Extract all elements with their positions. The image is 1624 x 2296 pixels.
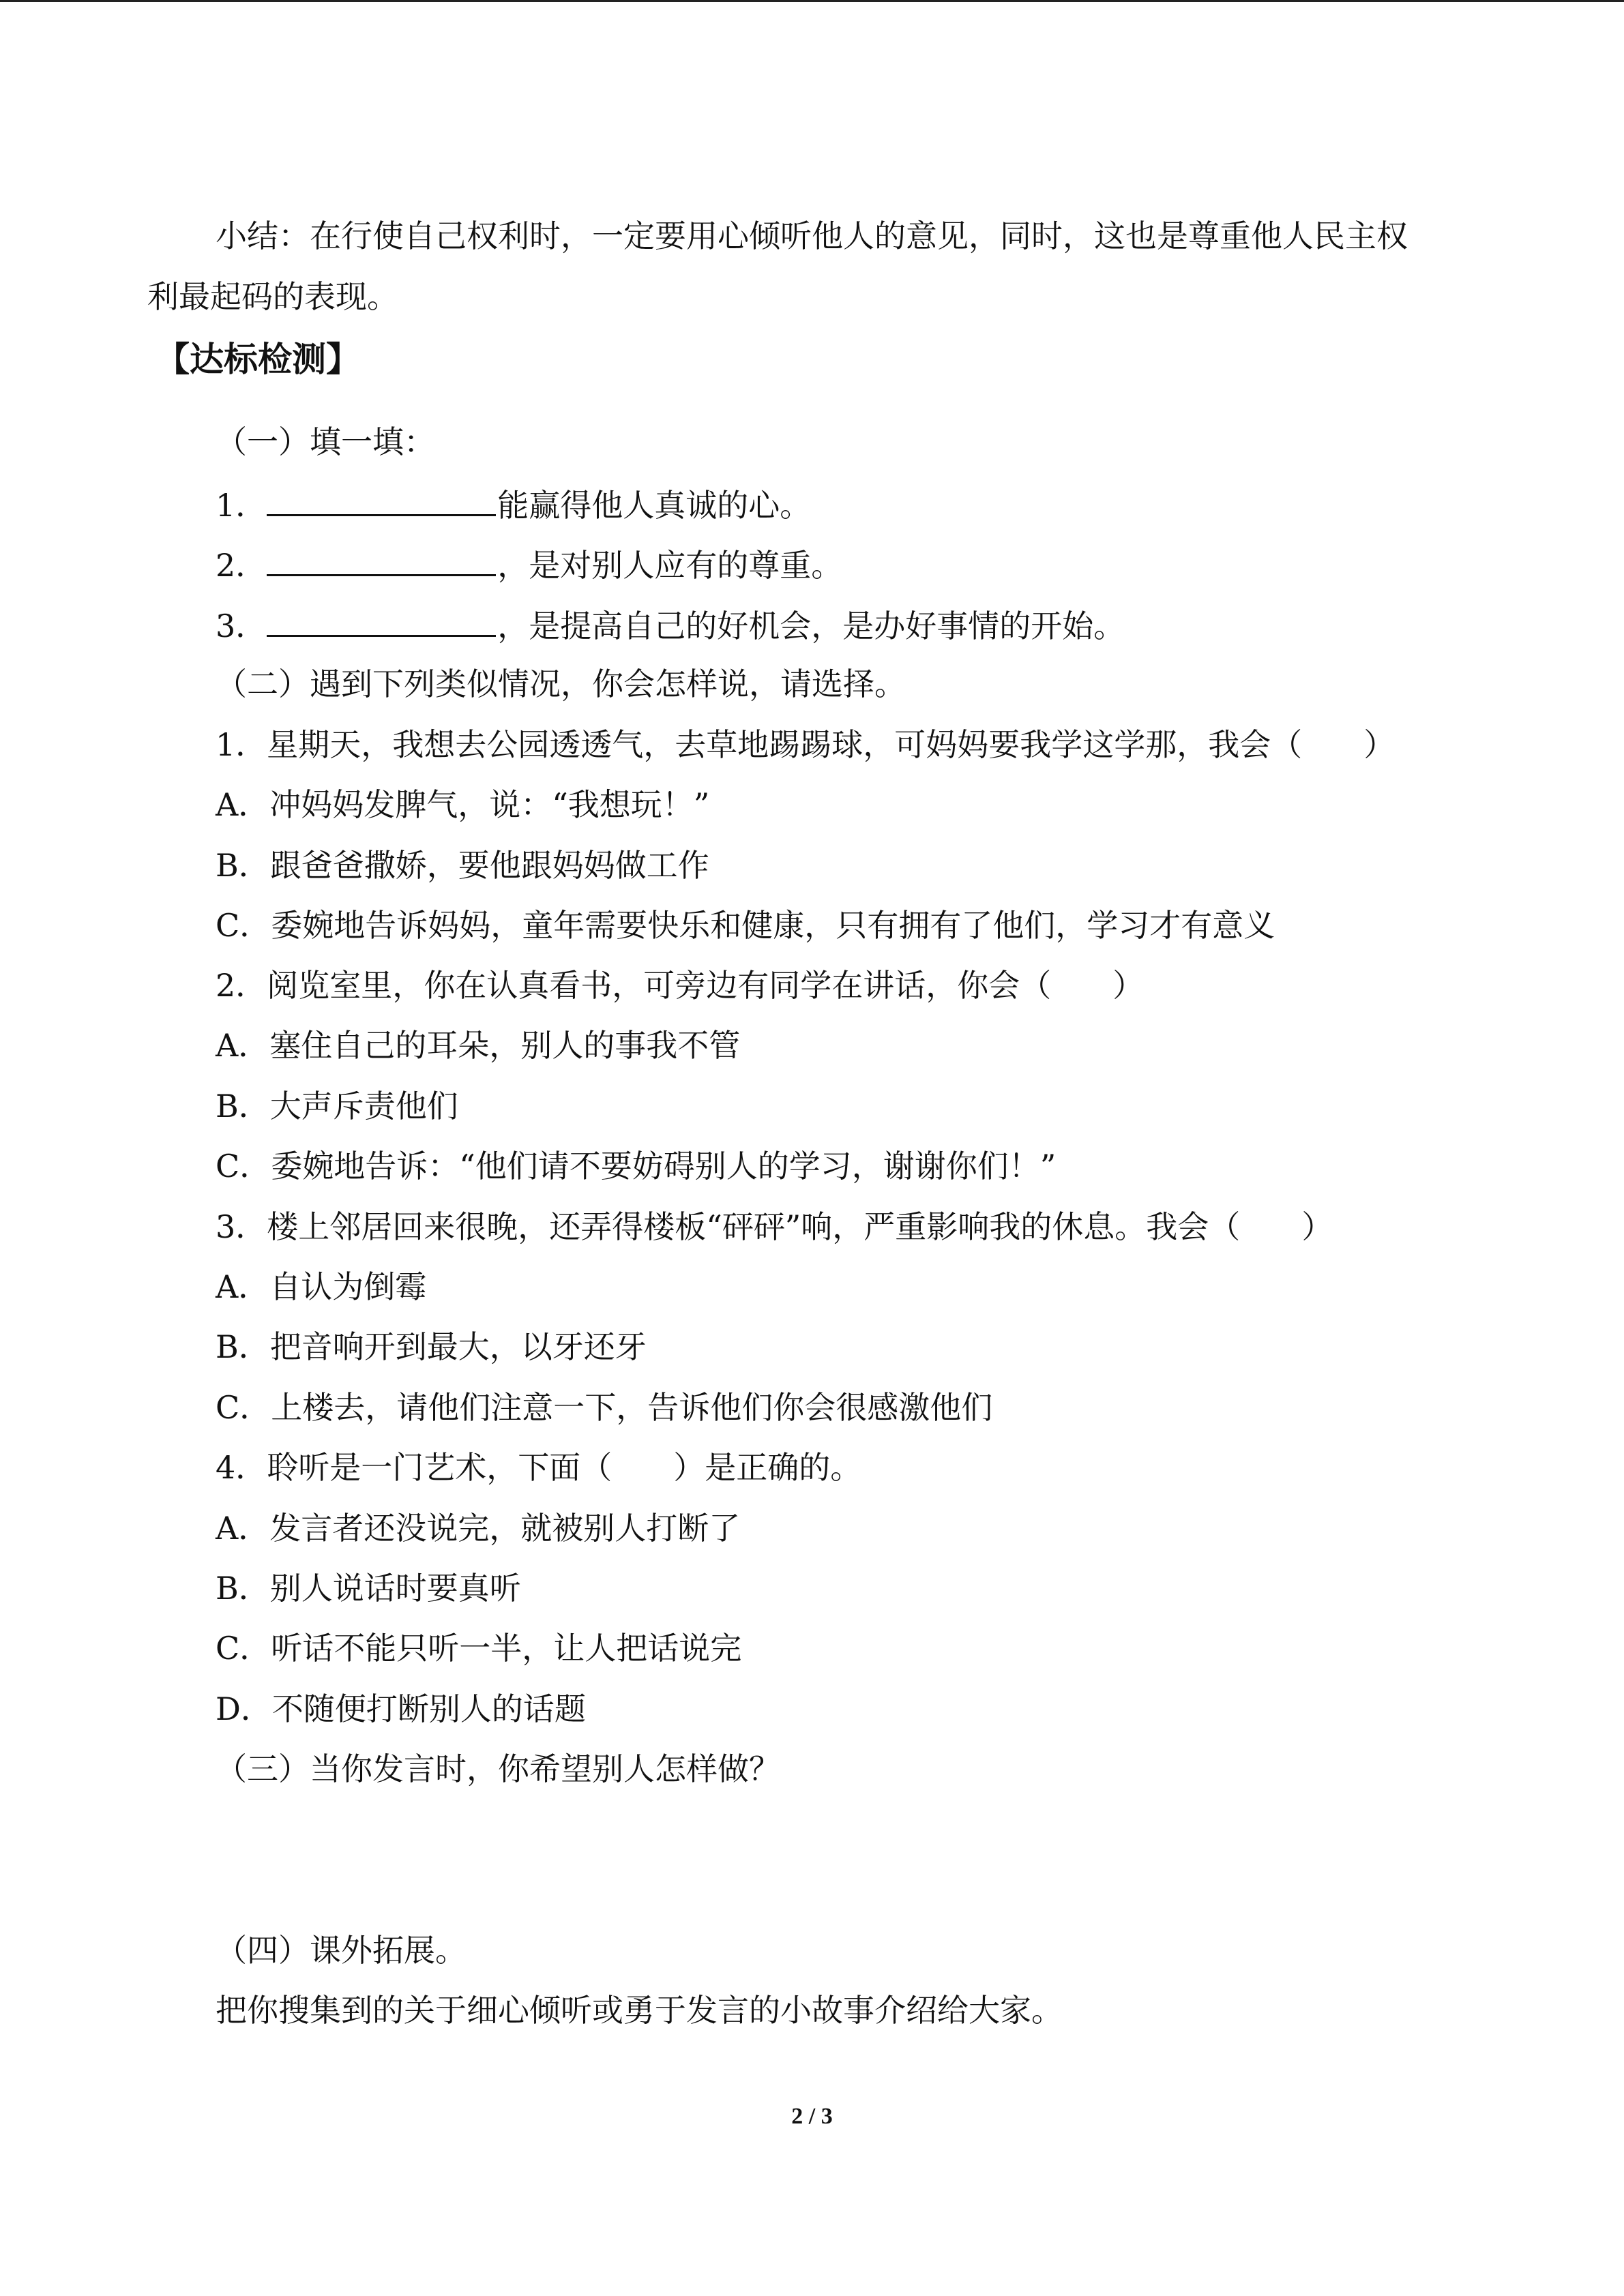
q4-option-d: D．不随便打断别人的话题 bbox=[216, 1690, 586, 1727]
extension-title: （四）课外拓展。 bbox=[216, 1932, 467, 1969]
q1-option-b: B．跟爸爸撒娇，要他跟妈妈做工作 bbox=[216, 847, 709, 884]
q1-option-c: C．委婉地告诉妈妈，童年需要快乐和健康，只有拥有了他们，学习才有意义 bbox=[216, 907, 1275, 944]
summary-line-2: 利最起码的表现。 bbox=[147, 278, 398, 315]
top-border bbox=[0, 0, 1624, 2]
q2-option-a: A．塞住自己的耳朵，别人的事我不管 bbox=[216, 1027, 741, 1064]
blank-line[interactable] bbox=[267, 603, 496, 637]
question-3: 3．楼上邻居回来很晚，还弄得楼板“砰砰”响，严重影响我的休息。我会（ ） bbox=[216, 1208, 1333, 1245]
open-question-title: （三）当你发言时，你希望别人怎样做？ bbox=[216, 1750, 780, 1787]
page-number: 2 / 3 bbox=[791, 2104, 833, 2129]
extension-text: 把你搜集到的关于细心倾听或勇于发言的小故事介绍给大家。 bbox=[216, 1992, 1063, 2029]
fill-in-title: （一）填一填： bbox=[216, 423, 435, 460]
section-heading: 【达标检测】 bbox=[156, 340, 360, 379]
q4-option-c: C．听话不能只听一半，让人把话说完 bbox=[216, 1630, 742, 1667]
summary-line-1: 小结：在行使自己权利时，一定要用心倾听他人的意见，同时，这也是尊重他人民主权 bbox=[216, 218, 1408, 254]
question-2: 2．阅览室里，你在认真看书，可旁边有同学在讲话，你会（ ） bbox=[216, 967, 1145, 1004]
choice-section-title: （二）遇到下列类似情况，你会怎样说，请选择。 bbox=[216, 666, 906, 702]
blank-line[interactable] bbox=[267, 483, 496, 516]
q3-option-c: C．上楼去，请他们注意一下，告诉他们你会很感激他们 bbox=[216, 1389, 993, 1426]
q4-option-b: B．别人说话时要真听 bbox=[216, 1570, 521, 1607]
q3-option-a: A．自认为倒霉 bbox=[216, 1268, 427, 1305]
fill-in-item-2: 2． ，是对别人应有的尊重。 bbox=[216, 543, 842, 586]
q2-option-b: B．大声斥责他们 bbox=[216, 1088, 458, 1124]
question-1: 1．星期天，我想去公园透透气，去草地踢踢球，可妈妈要我学这学那，我会（ ） bbox=[216, 726, 1396, 763]
question-4: 4．聆听是一门艺术，下面（ ）是正确的。 bbox=[216, 1449, 862, 1486]
q1-option-a: A．冲妈妈发脾气，说：“我想玩！” bbox=[216, 786, 710, 823]
fill-in-item-3: 3． ，是提高自己的好机会，是办好事情的开始。 bbox=[216, 603, 1125, 646]
blank-line[interactable] bbox=[267, 543, 496, 576]
q3-option-b: B．把音响开到最大，以牙还牙 bbox=[216, 1328, 647, 1365]
q2-option-c: C．委婉地告诉：“他们请不要妨碍别人的学习，谢谢你们！” bbox=[216, 1148, 1057, 1184]
q4-option-a: A．发言者还没说完，就被别人打断了 bbox=[216, 1510, 741, 1547]
fill-in-item-1: 1． 能赢得他人真诚的心。 bbox=[216, 483, 811, 526]
